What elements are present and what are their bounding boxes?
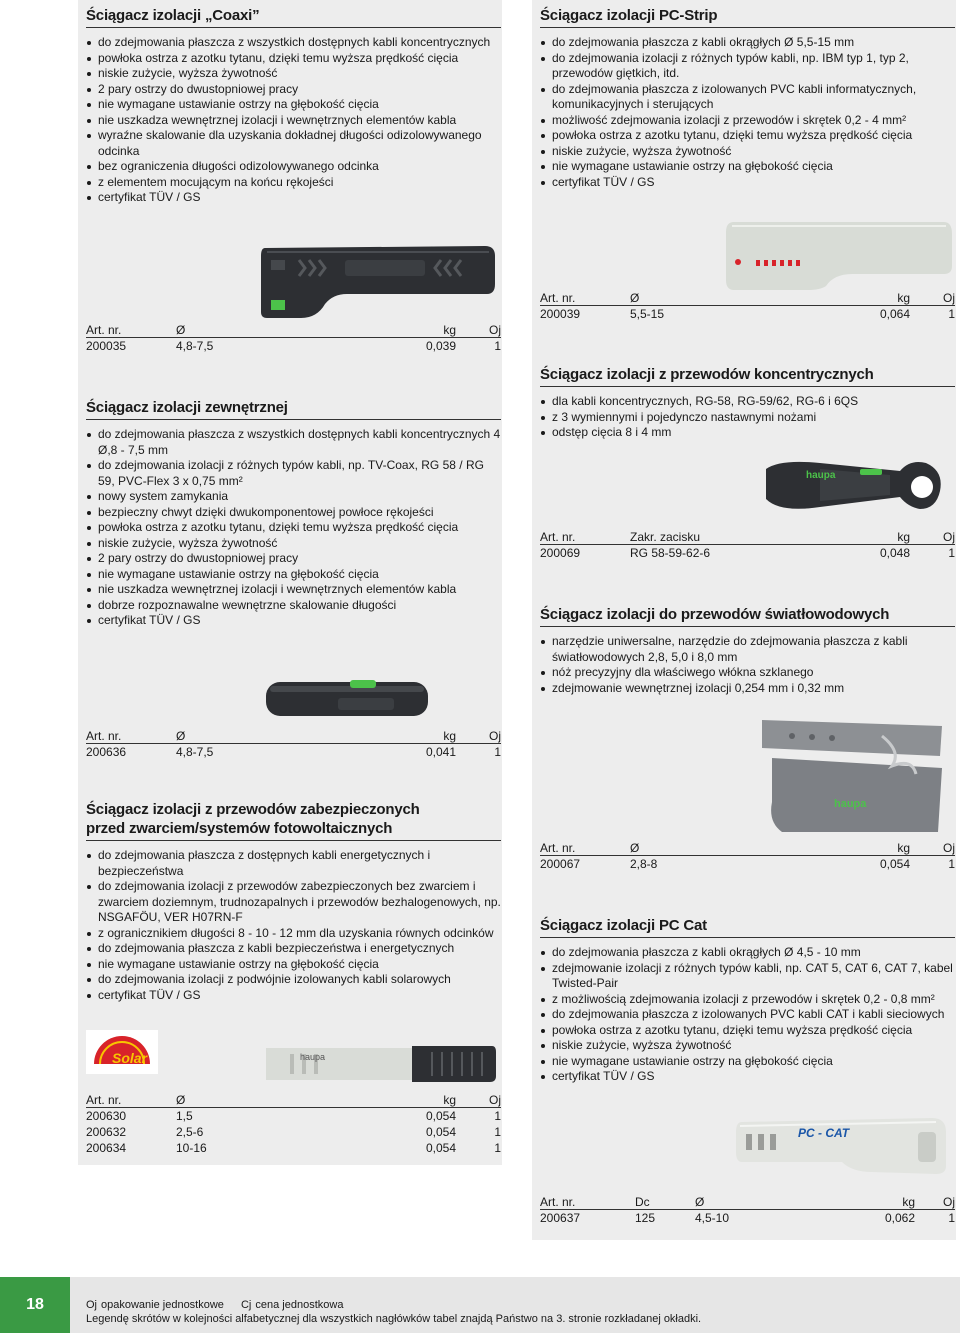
koncentrycznych-table bbox=[540, 529, 955, 561]
koncentrycznych-tool-image bbox=[760, 455, 946, 525]
pc-cat-tool-label: PC - CAT bbox=[798, 1126, 850, 1140]
feature-list bbox=[86, 35, 501, 206]
feature-item: nie wymagane ustawianie ostrzy na głębokość cięcia bbox=[540, 1054, 955, 1070]
abbreviation-legend bbox=[86, 1298, 701, 1326]
table-header: Art. nr. Ø kg Oj bbox=[86, 1093, 501, 1107]
feature-item: certyfikat TÜV / GS bbox=[86, 613, 501, 629]
table-row: 200630 1,5 0,054 1 bbox=[86, 1109, 501, 1123]
feature-item: do zdejmowania izolacji z podwójnie izolowanych kabli solarowych bbox=[86, 972, 501, 988]
abbr-text: cena jednostkowa bbox=[255, 1299, 344, 1311]
section-title: Ściągacz izolacji PC-Strip bbox=[540, 6, 955, 28]
feature-item: nie uszkadza wewnętrznej izolacji i wewnętrznych elementów kabla bbox=[86, 113, 501, 129]
table-header: Art. nr. Zakr. zacisku kg Oj bbox=[540, 530, 955, 544]
feature-list bbox=[540, 394, 955, 441]
fotowoltaicznych-brand-label: haupa bbox=[300, 1052, 326, 1062]
swiatlowodowych-tool-image bbox=[752, 712, 952, 836]
feature-item: nowy system zamykania bbox=[86, 489, 501, 505]
swiatlowodowych-table bbox=[540, 840, 955, 872]
feature-item: do zdejmowania płaszcza z dostępnych kabli energetycznych i bezpieczeństwa bbox=[86, 848, 501, 879]
feature-item: 2 pary ostrzy do dwustopniowej pracy bbox=[86, 551, 501, 567]
feature-item: narzędzie uniwersalne, narzędzie do zdejmowania płaszcza z kabli światłowodowych 2,8, 5,0 i 8,0 mm bbox=[540, 634, 955, 665]
feature-item: nie wymagane ustawianie ostrzy na głębokość cięcia bbox=[86, 957, 501, 973]
table-header: Art. nr. Ø kg Oj bbox=[86, 729, 501, 743]
feature-item: nie wymagane ustawianie ostrzy na głębokość cięcia bbox=[86, 567, 501, 583]
feature-item: z 3 wymiennymi i pojedynczo nastawnymi nożami bbox=[540, 410, 955, 426]
feature-item: nie wymagane ustawianie ostrzy na głębokość cięcia bbox=[540, 159, 955, 175]
abbr-code: Cj bbox=[240, 1299, 252, 1311]
section-title: Ściągacz izolacji „Coaxi” bbox=[86, 6, 501, 28]
table-row: 200035 4,8-7,5 0,039 1 bbox=[86, 339, 501, 353]
pc-strip-tool-image bbox=[722, 216, 954, 292]
feature-item: do zdejmowania izolacji z przewodów zabezpieczonych bez zwarciem i zwarciem doziemnym, trudnozapalnych i przewodów bezhalogenowych, np. NSGAFÖU, VER H07RN-F bbox=[86, 879, 501, 926]
feature-item: zdejmowanie wewnętrznej izolacji 0,254 mm i 0,32 mm bbox=[540, 681, 955, 697]
zewnetrznej-table bbox=[86, 728, 501, 760]
feature-item: niskie zużycie, wyższa żywotność bbox=[86, 536, 501, 552]
feature-item: z elementem mocującym na końcu rękojeści bbox=[86, 175, 501, 191]
feature-item: do zdejmowania płaszcza z wszystkich dostępnych kabli koncentrycznych 4 Ø,8 - 7,5 mm bbox=[86, 427, 501, 458]
feature-item: dla kabli koncentrycznych, RG-58, RG-59/62, RG-6 i 6QS bbox=[540, 394, 955, 410]
table-row: 200069 RG 58-59-62-6 0,048 1 bbox=[540, 546, 955, 560]
feature-item: z ogranicznikiem długości 8 - 10 - 12 mm dla uzyskania równych odcinków bbox=[86, 926, 501, 942]
feature-item: bezpieczny chwyt dzięki dwukomponentowej powłoce rękojeści bbox=[86, 505, 501, 521]
table-header: Art. nr. Dc Ø kg Oj bbox=[540, 1195, 955, 1209]
feature-item: do zdejmowania płaszcza z kabli bezpieczeństwa i energetycznych bbox=[86, 941, 501, 957]
feature-item: nie wymagane ustawianie ostrzy na głębokość cięcia bbox=[86, 97, 501, 113]
table-header: Art. nr. Ø kg Oj bbox=[86, 323, 501, 337]
feature-list bbox=[540, 634, 955, 696]
feature-item: niskie zużycie, wyższa żywotność bbox=[540, 144, 955, 160]
feature-item: do zdejmowania płaszcza z kabli okrągłych Ø 5,5-15 mm bbox=[540, 35, 955, 51]
pc-strip-table bbox=[540, 290, 955, 322]
feature-item: zdejmowanie izolacji z różnych typów kabli, np. CAT 5, CAT 6, CAT 7, kabel Twisted-Pair bbox=[540, 961, 955, 992]
section-coaxi bbox=[86, 6, 501, 206]
feature-item: do zdejmowania płaszcza z izolowanych PVC kabli informatycznych, komunikacyjnych i sterujących bbox=[540, 82, 955, 113]
feature-item: do zdejmowania płaszcza z wszystkich dostępnych kabli koncentrycznych bbox=[86, 35, 501, 51]
feature-item: niskie zużycie, wyższa żywotność bbox=[540, 1038, 955, 1054]
table-row: 200067 2,8-8 0,054 1 bbox=[540, 857, 955, 871]
feature-item: nóż precyzyjny dla właściwego włókna szklanego bbox=[540, 665, 955, 681]
page-footer bbox=[0, 1277, 960, 1333]
feature-item: do zdejmowania płaszcza z izolowanych PVC kabli CAT i kabli sieciowych bbox=[540, 1007, 955, 1023]
section-title: Ściągacz izolacji z przewodów koncentrycznych bbox=[540, 365, 955, 387]
section-fotowoltaicznych bbox=[86, 800, 501, 1003]
table-row: 200637 125 4,5-10 0,062 1 bbox=[540, 1211, 955, 1225]
solar-logo bbox=[86, 1030, 158, 1074]
feature-item: wyraźne skalowanie dla uzyskania dokładnej długości odizolowywanego odcinka bbox=[86, 128, 501, 159]
zewnetrznej-tool-image bbox=[262, 676, 432, 722]
section-pc-cat bbox=[540, 916, 955, 1085]
legend-note: Legendę skrótów w kolejności alfabetycznej dla wszystkich nagłówków tabel znajdą Państwo na 3. stronie rozkładanej okładki. bbox=[86, 1313, 702, 1325]
feature-list bbox=[540, 945, 955, 1085]
feature-item: powłoka ostrza z azotku tytanu, dzięki temu wyższa prędkość cięcia bbox=[86, 520, 501, 536]
feature-item: bez ograniczenia długości odizolowywanego odcinka bbox=[86, 159, 501, 175]
coaxi-tool-image bbox=[255, 240, 500, 320]
abbr-text: opakowanie jednostkowe bbox=[101, 1299, 224, 1311]
section-title: Ściągacz izolacji do przewodów światłowodowych bbox=[540, 605, 955, 627]
section-pc-strip bbox=[540, 6, 955, 190]
feature-item: 2 pary ostrzy do dwustopniowej pracy bbox=[86, 82, 501, 98]
table-header: Art. nr. Ø kg Oj bbox=[540, 841, 955, 855]
section-title: Ściągacz izolacji PC Cat bbox=[540, 916, 955, 938]
feature-item: certyfikat TÜV / GS bbox=[540, 1069, 955, 1085]
section-title: Ściągacz izolacji z przewodów zabezpieczonych przed zwarciem/systemów fotowoltaicznych bbox=[86, 800, 501, 841]
feature-item: do zdejmowania izolacji z różnych typów kabli, np. IBM typ 1, typ 2, przewodów giętkich, itd. bbox=[540, 51, 955, 82]
page-number: 18 bbox=[0, 1277, 70, 1333]
feature-item: niskie zużycie, wyższa żywotność bbox=[86, 66, 501, 82]
feature-item: certyfikat TÜV / GS bbox=[86, 988, 501, 1004]
feature-item: powłoka ostrza z azotku tytanu, dzięki temu wyższa prędkość cięcia bbox=[540, 1023, 955, 1039]
feature-list bbox=[86, 427, 501, 629]
section-koncentrycznych bbox=[540, 365, 955, 441]
pc-cat-table bbox=[540, 1194, 955, 1226]
abbr-code: Oj bbox=[86, 1299, 97, 1311]
fotowoltaicznych-tool-image bbox=[262, 1040, 498, 1088]
swiatlowodowych-brand-label: haupa bbox=[834, 798, 867, 810]
section-zewnetrznej bbox=[86, 398, 501, 629]
feature-item: certyfikat TÜV / GS bbox=[86, 190, 501, 206]
feature-item: z możliwością zdejmowania izolacji z przewodów i skrętek 0,2 - 0,8 mm² bbox=[540, 992, 955, 1008]
legend-line bbox=[86, 1298, 701, 1312]
feature-item: certyfikat TÜV / GS bbox=[540, 175, 955, 191]
koncentrycznych-brand-label: haupa bbox=[806, 470, 836, 481]
table-row: 200039 5,5-15 0,064 1 bbox=[540, 307, 955, 321]
feature-item: możliwość zdejmowania izolacji z przewodów i skrętek 0,2 - 4 mm² bbox=[540, 113, 955, 129]
feature-item: do zdejmowania płaszcza z kabli okrągłych Ø 4,5 - 10 mm bbox=[540, 945, 955, 961]
table-row: 200634 10-16 0,054 1 bbox=[86, 1141, 501, 1155]
feature-item: powłoka ostrza z azotku tytanu, dzięki temu wyższa prędkość cięcia bbox=[540, 128, 955, 144]
feature-item: do zdejmowania izolacji z różnych typów kabli, np. TV-Coax, RG 58 / RG 59, PVC-Flex 3 x 0,75 mm² bbox=[86, 458, 501, 489]
section-title: Ściągacz izolacji zewnętrznej bbox=[86, 398, 501, 420]
table-header: Art. nr. Ø kg Oj bbox=[540, 291, 955, 305]
solar-logo-text: Solar bbox=[112, 1050, 148, 1066]
feature-item: odstęp cięcia 8 i 4 mm bbox=[540, 425, 955, 441]
feature-item: dobrze rozpoznawalne wewnętrzne skalowanie długości bbox=[86, 598, 501, 614]
coaxi-table bbox=[86, 322, 501, 354]
table-row: 200632 2,5-6 0,054 1 bbox=[86, 1125, 501, 1139]
feature-list bbox=[86, 848, 501, 1003]
fotowoltaicznych-table bbox=[86, 1092, 501, 1156]
feature-list bbox=[540, 35, 955, 190]
pc-cat-tool-image bbox=[732, 1112, 952, 1180]
table-row: 200636 4,8-7,5 0,041 1 bbox=[86, 745, 501, 759]
feature-item: powłoka ostrza z azotku tytanu, dzięki temu wyższa prędkość cięcia bbox=[86, 51, 501, 67]
section-swiatlowodowych bbox=[540, 605, 955, 696]
feature-item: nie uszkadza wewnętrznej izolacji i wewnętrznych elementów kabla bbox=[86, 582, 501, 598]
